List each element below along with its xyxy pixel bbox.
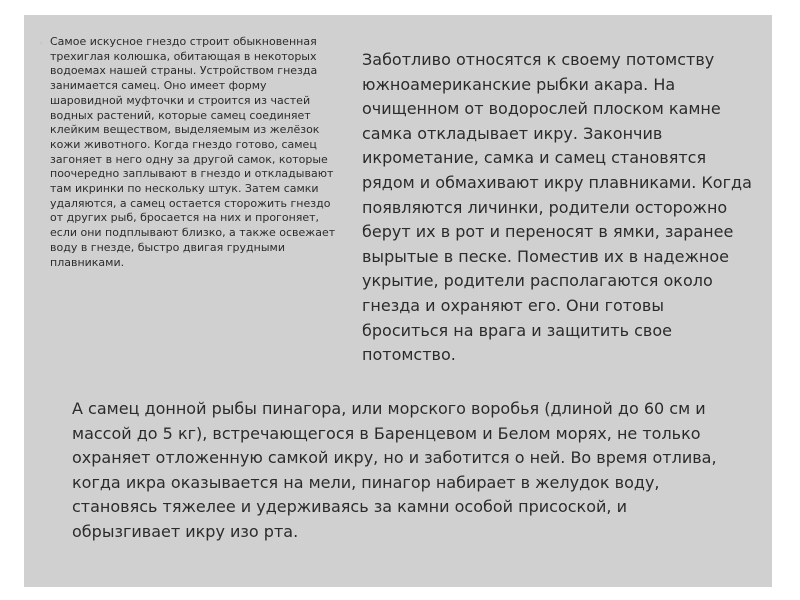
paragraph-left: Самое искусное гнездо строит обыкновенная трехиглая колюшка, обитающая в некоторых водоемах нашей страны. Устройством гнезда занимается самец. Оно имеет форму шаровидной муфточки и строится из частей водных растений, которые самец соединяет клейким веществом, выделяемым из желёзок кожи животного. Когда гнездо готово, самец загоняет в него одну за другой самок, которые поочередно заплывают в гнездо и откладывают там икринки по нескольку штук. Затем самки удаляются, а самец остается сторожить гнездо от других рыб, бросается на них и прогоняет, если они подплывают близко, а также освежает воду в гнезде, быстро двигая грудными плавниками. [50,35,336,269]
right-text-block [362,48,752,368]
left-text-block [34,35,339,270]
paragraph-right: Заботливо относятся к своему потомству южноамериканские рыбки акара. На очищенном от водорослей плоском камне самка откладывает икру. Закончив икрометание, самка и самец становятся рядом и обмахивают икру плавниками. Когда появляются личинки, родители осторожно берут их в рот и переносят в ямки, заранее вырытые в песке. Поместив их в надежное укрытие, родители располагаются около гнезда и охраняют его. Они готовы броситься на врага и защитить свое потомство. [362,50,752,365]
bottom-text-block [72,397,732,545]
slide-panel [24,15,772,587]
paragraph-bottom: А самец донной рыбы пинагора, или морского воробья (длиной до 60 см и массой до 5 кг), встречающегося в Баренцевом и Белом морях, не только охраняет отложенную самкой икру, но и заботится о ней. Во время отлива, когда икра оказывается на мели, пинагор набирает в желудок воду, становясь тяжелее и удерживаясь за камни особой присоской, и обрызгивает икру изо рта. [72,399,717,541]
bullet-icon: • [38,37,45,50]
